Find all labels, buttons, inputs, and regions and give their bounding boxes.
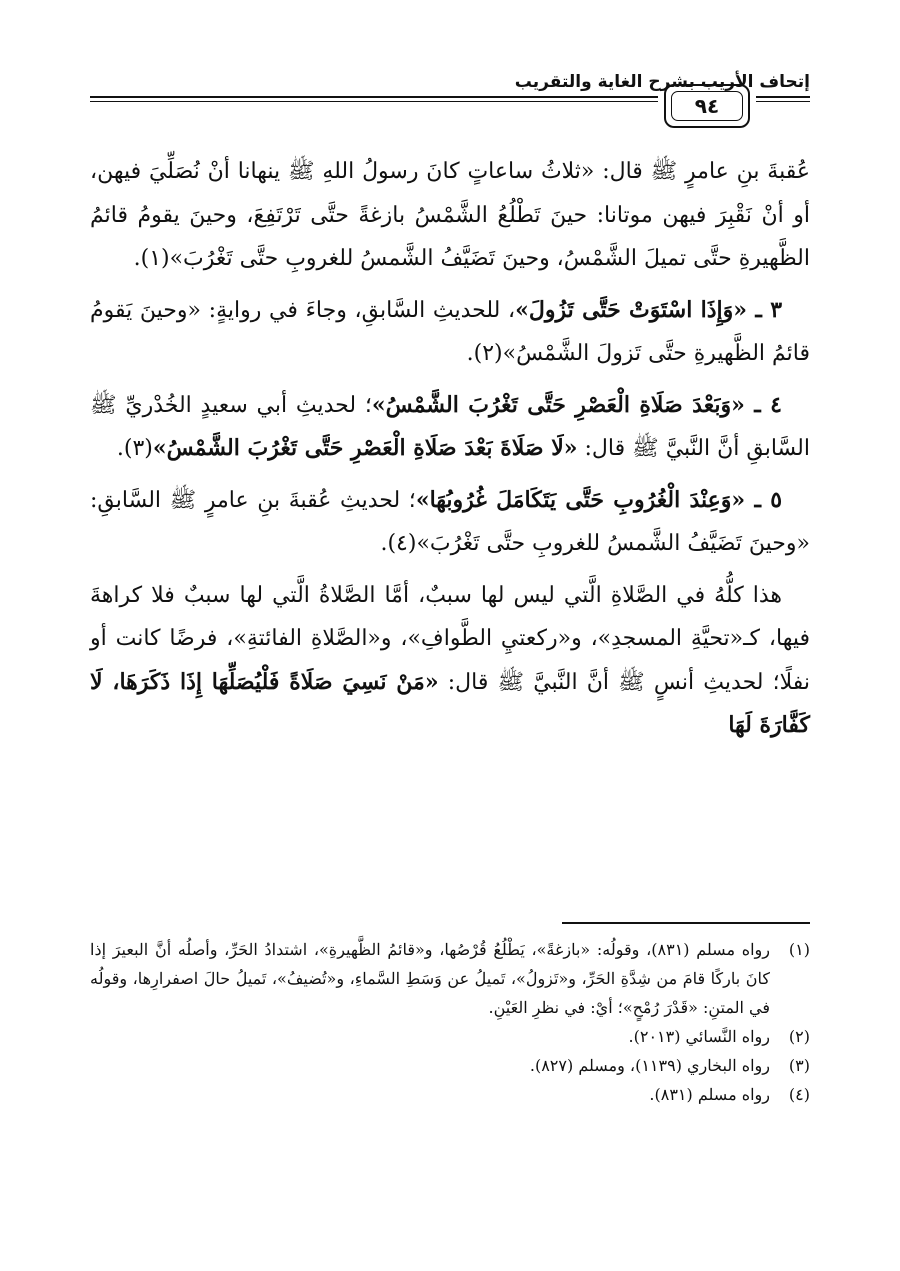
paragraph-text: ؛ لحديثِ أبي سعيدٍ الخُدْريِّ ﷺ السَّابقِ أنَّ النَّبيَّ ﷺ قال: [90,392,810,461]
paragraph-1 [90,150,810,281]
footnote [90,1080,810,1109]
book-title: إتحاف الأريب بشرح الغاية والتقريب [514,72,810,92]
footnote-number: (٤) [788,1085,810,1104]
paragraph-3 [90,384,810,471]
header-rule [756,101,810,102]
footnote-text: رواه مسلم (٨٣١)، وقولُه: «بازغةً»، يَطْلُعُ قُرْصُها، و«قائمُ الظَّهيرةِ»، اشتدادُ الحَرِّ، وأصلُه أنَّ البعيرَ إذا كانَ باركًا قامَ من شِدَّةِ الحَرِّ، و«تَزولُ»، تَميلُ عن وَسَطِ السَّماءِ، و«تُضيفُ»، تَميلُ حالَ اصفرارِها، وقولُه في المتنِ: «قَدْرَ رُمْحٍ»؛ أيْ: في نظرِ العَيْنِ. [90,940,771,1017]
paragraph-4 [90,479,810,566]
paragraph-text: عُقبةَ بنِ عامرٍ ﷺ قال: «ثلاثُ ساعاتٍ كانَ رسولُ اللهِ ﷺ ينهانا أنْ نُصَلِّيَ فيهن، أو أنْ نَقْبِرَ فيهن موتانا: حينَ تَطْلُعُ الشَّمْسُ بازغةً حتَّى تَرْتَفِعَ، وحينَ يقومُ قائمُ الظَّهيرةِ حتَّى تميلَ الشَّمْسُ، وحينَ تَضَيَّفُ الشَّمسُ للغروبِ حتَّى تَغْرُبَ»(١). [90,159,810,271]
footnote [90,1051,810,1080]
hadith-quote: «مَنْ نَسِيَ صَلَاةً فَلْيُصَلِّهَا إِذَا ذَكَرَهَا، لَا كَفَّارَةَ لَهَا [90,668,810,738]
footnote-text: رواه مسلم (٨٣١). [649,1085,770,1104]
header-rule [90,101,658,102]
footnote-text: رواه النَّسائي (٢٠١٣). [628,1027,770,1046]
footnote-separator [562,922,810,924]
paragraph-2 [90,289,810,376]
matn-quote: ٥ ـ «وَعِنْدَ الْغُرُوبِ حَتَّى يَتَكَامَلَ غُرُوبُهَا» [415,486,783,513]
footnote-number: (٢) [788,1027,810,1046]
paragraph-text: ، للحديثِ السَّابقِ، وجاءَ في روايةٍ: «وحينَ يَقومُ قائمُ الظَّهيرةِ حتَّى تَزولَ الشَّمْسُ»(٢). [90,297,810,366]
page-number: ٩٤ [671,91,743,121]
footnote-number: (٣) [788,1056,810,1075]
main-text [90,150,810,756]
matn-quote: ٤ ـ «وَبَعْدَ صَلَاةِ الْعَصْرِ حَتَّى تَغْرُبَ الشَّمْسُ» [371,391,782,418]
matn-quote: ٣ ـ «وَإِذَا اسْتَوَتْ حَتَّى تَزُولَ» [515,296,783,323]
footnote [90,1022,810,1051]
footnote-number: (١) [788,940,810,959]
page-header [90,66,810,126]
paragraph-text: هذا كلُّهُ في الصَّلاةِ الَّتي ليس لها سببٌ، أمَّا الصَّلاةُ الَّتي لها سببٌ فلا كراهةَ فيها، كـ«تحيَّةِ المسجدِ»، و«ركعتيِ الطَّوافِ»، و«الصَّلاةِ الفائتةِ»، فرضًا كانت أو نفلًا؛ لحديثِ أنسٍ ﷺ أنَّ النَّبيَّ ﷺ قال: [90,582,811,695]
paragraph-text: ؛ لحديثِ عُقبةَ بنِ عامرٍ ﷺ السَّابقِ: «وحينَ تَضَيَّفُ الشَّمسُ للغروبِ حتَّى تَغْرُبَ»(٤). [90,487,810,556]
header-rule [756,96,810,98]
footnote-ref: (٣). [116,436,153,461]
header-rule [90,96,658,98]
paragraph-5 [90,574,810,748]
footnote [90,935,810,1022]
footnotes [90,935,810,1109]
footnote-text: رواه البخاري (١١٣٩)، ومسلم (٨٢٧). [529,1056,770,1075]
hadith-quote: «لَا صَلَاةَ بَعْدَ صَلَاةِ الْعَصْرِ حَتَّى تَغْرُبَ الشَّمْسُ» [152,435,578,461]
